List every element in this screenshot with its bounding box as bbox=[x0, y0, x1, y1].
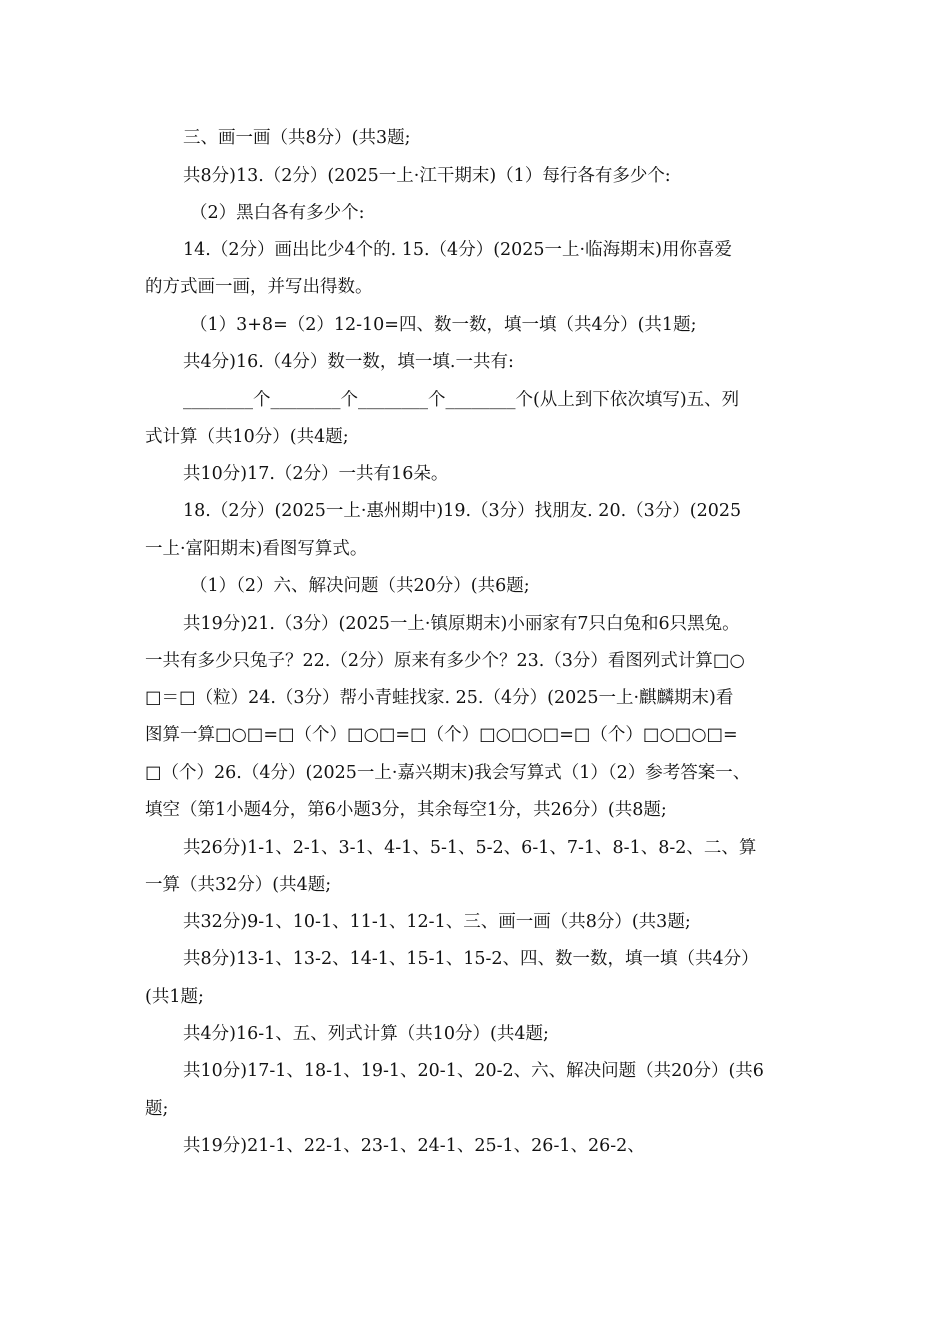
text-line: 图算一算□○□=□（个）□○□=□（个）□○□○□=□（个）□○□○□= bbox=[145, 725, 738, 745]
text-line: 一上·富阳期末)看图写算式。 bbox=[145, 539, 368, 559]
text-line: 共19分)21.（3分）(2025一上·镇原期末)小丽家有7只白兔和6只黑兔。 bbox=[183, 614, 740, 634]
text-line: 一算（共32分）(共4题; bbox=[145, 875, 332, 895]
text-line: 共32分)9-1、10-1、11-1、12-1、三、画一画（共8分）(共3题; bbox=[183, 912, 691, 932]
text-line: 共26分)1-1、2-1、3-1、4-1、5-1、5-2、6-1、7-1、8-1、8-2、二、算 bbox=[183, 838, 757, 858]
text-line: 共10分)17.（2分）一共有16朵。 bbox=[183, 464, 449, 484]
text-line: ________个________个________个________个(从上到下依次填写)五、列 bbox=[183, 390, 740, 410]
text-line: 三、画一画（共8分）(共3题; bbox=[183, 128, 411, 148]
text-line: 共4分)16.（4分）数一数，填一填.一共有: bbox=[183, 352, 514, 372]
text-line: 填空（第1小题4分，第6小题3分，其余每空1分，共26分）(共8题; bbox=[145, 800, 667, 820]
text-line: 共19分)21-1、22-1、23-1、24-1、25-1、26-1、26-2、 bbox=[183, 1136, 645, 1156]
text-line: 的方式画一画，并写出得数。 bbox=[145, 277, 373, 297]
text-line: 一共有多少只兔子？22.（2分）原来有多少个？23.（3分）看图列式计算□○ bbox=[145, 651, 745, 671]
text-line: 共8分)13-1、13-2、14-1、15-1、15-2、四、数一数，填一填（共4分） bbox=[183, 949, 759, 969]
text-line: （1）3+8=（2）12-10=四、数一数，填一填（共4分）(共1题; bbox=[190, 315, 697, 335]
text-line: （1）（2）六、解决问题（共20分）(共6题; bbox=[190, 576, 530, 596]
text-line: 题; bbox=[145, 1099, 169, 1119]
text-line: 共4分)16-1、五、列式计算（共10分）(共4题; bbox=[183, 1024, 549, 1044]
text-line: 14.（2分）画出比少4个的. 15.（4分）(2025一上·临海期末)用你喜爱 bbox=[183, 240, 732, 260]
text-line: □（个）26.（4分）(2025一上·嘉兴期末)我会写算式（1）（2）参考答案一、 bbox=[145, 763, 751, 783]
text-line: 18.（2分）(2025一上·惠州期中)19.（3分）找朋友. 20.（3分）(2025 bbox=[183, 501, 742, 521]
text-line: 共10分)17-1、18-1、19-1、20-1、20-2、六、解决问题（共20分）(共6 bbox=[183, 1061, 764, 1081]
text-line: （2）黑白各有多少个: bbox=[190, 203, 365, 223]
text-line: 式计算（共10分）(共4题; bbox=[145, 427, 349, 447]
text-line: (共1题; bbox=[145, 987, 204, 1007]
text-line: □＝□（粒）24.（3分）帮小青蛙找家. 25.（4分）(2025一上·麒麟期末)看 bbox=[145, 688, 734, 708]
text-line: 共8分)13.（2分）(2025一上·江干期末)（1）每行各有多少个: bbox=[183, 166, 671, 186]
